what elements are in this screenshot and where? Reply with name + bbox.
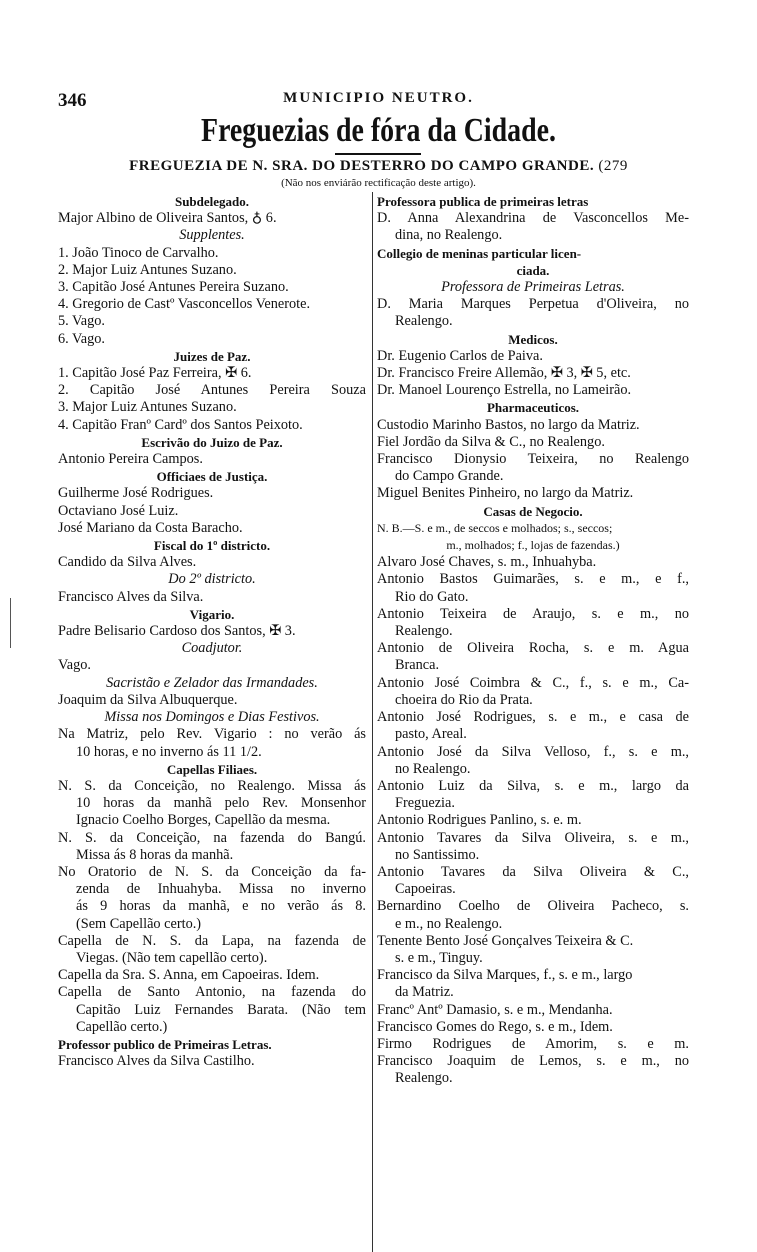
entry-line: no Santissimo. bbox=[395, 846, 480, 863]
entry-line: Firmo Rodrigues de Amorim, s. e m. bbox=[377, 1035, 689, 1052]
entry-line: 10 horas da manhã pelo Rev. Monsenhor bbox=[76, 795, 366, 812]
heading-collegio-cont: ciada. bbox=[516, 262, 550, 278]
entry-line: Dr. Francisco Freire Allemão, ✠ 3, ✠ 5, etc. bbox=[377, 365, 631, 382]
heading-districto: Do 2º districto. bbox=[168, 571, 256, 588]
entry-line: 4. Capitão Franº Cardº dos Santos Peixoto. bbox=[58, 416, 303, 433]
entry-line: no Realengo. bbox=[395, 760, 471, 777]
entry-line: Realengo. bbox=[395, 623, 453, 640]
entry-line: Dr. Eugenio Carlos de Paiva. bbox=[377, 347, 543, 364]
entry-line: Padre Belisario Cardoso dos Santos, ✠ 3. bbox=[58, 623, 296, 640]
page-number: 346 bbox=[58, 90, 87, 111]
entry-line: 2. Major Luiz Antunes Suzano. bbox=[58, 261, 237, 278]
entry-line: Dr. Manoel Lourenço Estrella, no Lameirão. bbox=[377, 382, 632, 399]
entry-line: Antonio Tavares da Silva Oliveira, s. e m., bbox=[377, 829, 689, 846]
heading-fiscal: Fiscal do 1º districto. bbox=[153, 538, 271, 554]
entry-line: 3. Major Luiz Antunes Suzano. bbox=[58, 399, 237, 416]
entry-line: N. S. da Conceição, no Realengo. Missa ás bbox=[58, 777, 366, 794]
entry-line: Fiel Jordão da Silva & C., no Realengo. bbox=[377, 433, 605, 450]
entry-line: 5. Vago. bbox=[58, 313, 105, 330]
entry-line: Na Matriz, pelo Rev. Vigario : no verão ás bbox=[58, 726, 366, 743]
entry-line: José Mariano da Costa Baracho. bbox=[58, 519, 243, 536]
entry-line: Francisco Joaquim de Lemos, s. e m., no bbox=[377, 1053, 689, 1070]
heading-professora-letras: Professora de Primeiras Letras. bbox=[441, 279, 625, 296]
entry-line: Francisco Gomes do Rego, s. e m., Idem. bbox=[377, 1018, 613, 1035]
entry-line: ás 9 horas da manhã, e no verão ás 8. bbox=[76, 898, 366, 915]
left-column bbox=[58, 193, 366, 1070]
entry-line: choeira do Rio da Prata. bbox=[395, 691, 533, 708]
entry-line: Capella de N. S. da Lapa, na fazenda de bbox=[58, 932, 366, 949]
entry-line: Freguezia. bbox=[395, 795, 455, 812]
entry-line: Ignacio Coelho Borges, Capellão da mesma. bbox=[76, 812, 331, 829]
entry-line: N. S. da Conceição, na fazenda do Bangú. bbox=[58, 829, 366, 846]
entry-line: Alvaro José Chaves, s. m., Inhuahyba. bbox=[377, 554, 597, 571]
entry-line: Antonio José Coimbra & C., f., s. e m., Ca- bbox=[377, 674, 689, 691]
entry-line: Francisco Dionysio Teixeira, no Realengo bbox=[377, 451, 689, 468]
entry-line: Antonio Tavares da Silva Oliveira & C., bbox=[377, 863, 689, 880]
entry-line: Francisco da Silva Marques, f., s. e m., largo bbox=[377, 967, 633, 984]
right-column bbox=[377, 193, 689, 1088]
entry-line: dina, no Realengo. bbox=[395, 227, 503, 244]
entry-line: Candido da Silva Alves. bbox=[58, 554, 197, 571]
entry-line: Vago. bbox=[58, 657, 91, 674]
entry-line: 2. Capitão José Antunes Pereira Souza bbox=[58, 382, 366, 399]
entry-line: Custodio Marinho Bastos, no largo da Matriz. bbox=[377, 416, 640, 433]
entry-line: Major Albino de Oliveira Santos, ♁ 6. bbox=[58, 210, 277, 227]
heading-officiaes: Officiaes de Justiça. bbox=[156, 469, 268, 485]
heading-professora: Professora publica de primeiras letras bbox=[377, 194, 589, 209]
parish-number: (279 bbox=[598, 158, 628, 174]
entry-line: 4. Gregorio de Castº Vasconcellos Venerote. bbox=[58, 296, 311, 313]
entry-line: Antonio de Oliveira Rocha, s. e m. Agua bbox=[377, 640, 689, 657]
parish-heading bbox=[0, 158, 757, 175]
title-rule bbox=[335, 153, 421, 155]
legend-note: N. B.—S. e m., de seccos e molhados; s., seccos; bbox=[377, 520, 613, 535]
heading-supplentes: Supplentes. bbox=[179, 227, 245, 244]
entry-line: pasto, Areal. bbox=[395, 726, 467, 743]
entry-line: Antonio Rodrigues Panlino, s. e. m. bbox=[377, 812, 582, 829]
entry-line: D. Anna Alexandrina de Vasconcellos Me- bbox=[377, 210, 689, 227]
entry-line: Tenente Bento José Gonçalves Teixeira & C. bbox=[377, 932, 634, 949]
entry-line: 1. Capitão José Paz Ferreira, ✠ 6. bbox=[58, 365, 252, 382]
heading-collegio: Collegio de meninas particular licen- bbox=[377, 245, 582, 261]
entry-line: (Sem Capellão certo.) bbox=[76, 915, 202, 932]
entry-line: Realengo. bbox=[395, 1070, 453, 1087]
entry-line: Capoeiras. bbox=[395, 881, 456, 898]
entry-line: Capitão Luiz Fernandes Barata. (Não tem bbox=[76, 1001, 366, 1018]
entry-line: 6. Vago. bbox=[58, 330, 105, 347]
entry-line: Miguel Benites Pinheiro, no largo da Matriz. bbox=[377, 485, 634, 502]
heading-vigario: Vigario. bbox=[189, 606, 235, 622]
entry-line: Antonio José Rodrigues, s. e m., e casa de bbox=[377, 709, 689, 726]
heading-sacristao: Sacristão e Zelador das Irmandades. bbox=[106, 674, 318, 691]
entry-line: Viegas. (Não tem capellão certo). bbox=[76, 949, 268, 966]
entry-line: Francisco Alves da Silva. bbox=[58, 588, 204, 605]
legend-note: m., molhados; f., lojas de fazendas.) bbox=[446, 538, 620, 553]
entry-line: do Campo Grande. bbox=[395, 468, 504, 485]
running-title: MUNICIPIO NEUTRO. bbox=[283, 90, 474, 106]
entry-line: No Oratorio de N. S. da Conceição da fa- bbox=[58, 863, 366, 880]
entry-line: Antonio Teixeira de Araujo, s. e m., no bbox=[377, 605, 689, 622]
entry-line: Rio do Gato. bbox=[395, 588, 469, 605]
margin-mark bbox=[10, 598, 11, 648]
entry-line: Branca. bbox=[395, 657, 440, 674]
heading-juizes: Juizes de Paz. bbox=[173, 348, 251, 364]
entry-line: 1. João Tinoco de Carvalho. bbox=[58, 244, 219, 261]
heading-subdelegado: Subdelegado. bbox=[174, 194, 250, 209]
rectification-note: (Não nos enviárão rectificação deste artigo). bbox=[281, 177, 476, 189]
entry-line: Bernardino Coelho de Oliveira Pacheco, s. bbox=[377, 898, 689, 915]
page-title: Freguezias de fóra da Cidade. bbox=[201, 112, 556, 149]
entry-line: Missa ás 8 horas da manhã. bbox=[76, 846, 234, 863]
heading-missa: Missa nos Domingos e Dias Festivos. bbox=[104, 709, 320, 726]
entry-line: da Matriz. bbox=[395, 984, 454, 1001]
entry-line: Realengo. bbox=[395, 313, 453, 330]
entry-line: Antonio Bastos Guimarães, s. e m., e f., bbox=[377, 571, 689, 588]
heading-medicos: Medicos. bbox=[508, 331, 558, 347]
entry-line: Joaquim da Silva Albuquerque. bbox=[58, 691, 238, 708]
entry-line: Capellão certo.) bbox=[76, 1018, 168, 1035]
entry-line: Capella da Sra. S. Anna, em Capoeiras. Idem. bbox=[58, 967, 320, 984]
entry-line: Francisco Alves da Silva Castilho. bbox=[58, 1053, 255, 1070]
parish-title: FREGUEZIA DE N. SRA. DO DESTERRO DO CAMPO GRANDE. bbox=[129, 158, 595, 174]
heading-pharmaceuticos: Pharmaceuticos. bbox=[486, 400, 580, 416]
heading-capellas: Capellas Filiaes. bbox=[166, 761, 258, 777]
entry-line: zenda de Inhuahyba. Missa no inverno bbox=[76, 881, 366, 898]
entry-line: Capella de Santo Antonio, na fazenda do bbox=[58, 984, 366, 1001]
entry-line: D. Maria Marques Perpetua d'Oliveira, no bbox=[377, 296, 689, 313]
entry-line: Guilherme José Rodrigues. bbox=[58, 485, 214, 502]
entry-line: Antonio Pereira Campos. bbox=[58, 451, 203, 468]
entry-line: Antonio Luiz da Silva, s. e m., largo da bbox=[377, 777, 689, 794]
entry-line: Francº Antº Damasio, s. e m., Mendanha. bbox=[377, 1001, 613, 1018]
heading-casas: Casas de Negocio. bbox=[483, 503, 583, 519]
entry-line: 3. Capitão José Antunes Pereira Suzano. bbox=[58, 279, 289, 296]
entry-line: 10 horas, e no inverno ás 11 1/2. bbox=[76, 743, 262, 760]
heading-coadjutor: Coadjutor. bbox=[181, 640, 243, 657]
entry-line: Antonio José da Silva Velloso, f., s. e m., bbox=[377, 743, 689, 760]
heading-escrivao: Escrivão do Juizo de Paz. bbox=[141, 434, 283, 450]
column-divider bbox=[372, 192, 373, 1252]
entry-line: Octaviano José Luiz. bbox=[58, 502, 179, 519]
entry-line: e m., no Realengo. bbox=[395, 915, 503, 932]
entry-line: s. e m., Tinguy. bbox=[395, 949, 483, 966]
heading-professor: Professor publico de Primeiras Letras. bbox=[58, 1036, 272, 1052]
